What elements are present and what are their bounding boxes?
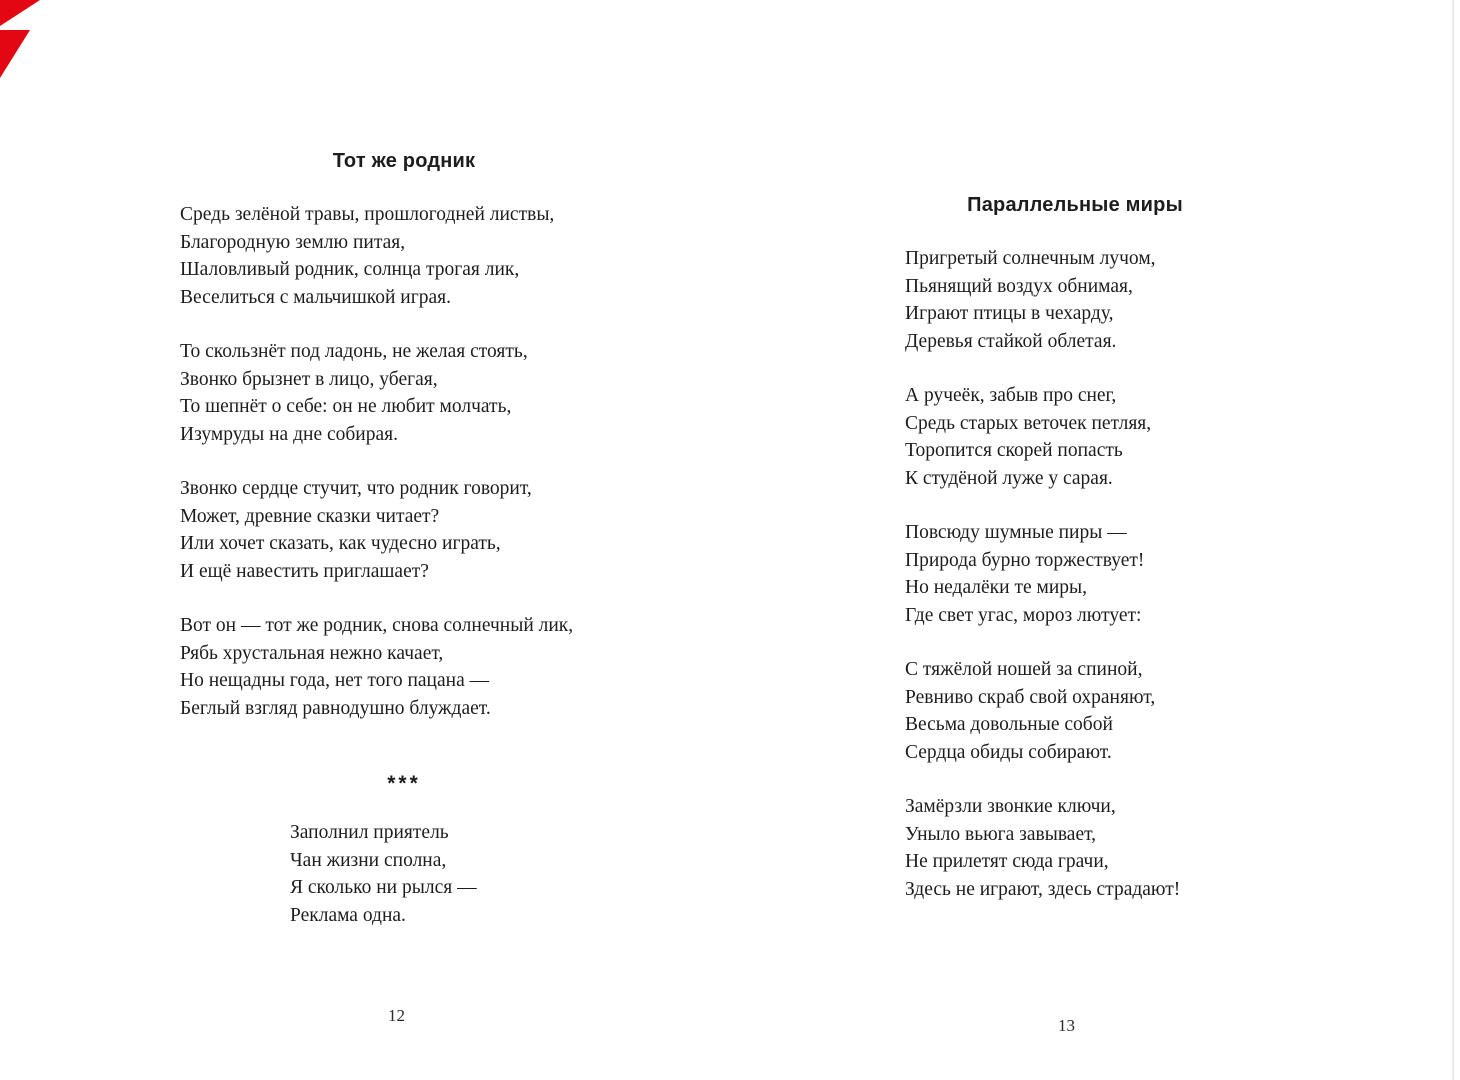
- poem-line: И ещё навестить приглашает?: [180, 560, 429, 582]
- stanza: [180, 612, 628, 722]
- poem-stanzas: [180, 201, 628, 722]
- poem-line: Уныло вьюга завывает,: [905, 823, 1097, 845]
- poem-line: Изумруды на дне собирая.: [180, 423, 398, 445]
- red-corner-marks: [0, 0, 60, 90]
- right-page: [905, 192, 1245, 930]
- poem-title-asterisks: ***: [387, 772, 421, 795]
- poem-line: Рябь хрустальная нежно качает,: [180, 642, 444, 664]
- poem-line: Реклама одна.: [290, 904, 406, 926]
- poem-line: А ручеёк, забыв про снег,: [905, 385, 1117, 406]
- page-number-right: 13: [1058, 1016, 1075, 1035]
- poem-line: Беглый взгляд равнодушно блуждает.: [180, 697, 491, 719]
- poem-line: Звонко сердце стучит, что родник говорит,: [180, 478, 532, 499]
- stanza: [180, 338, 628, 448]
- poem-line: Торопится скорей попасть: [905, 440, 1123, 461]
- poem-line: Пьянящий воздух обнимая,: [905, 275, 1133, 297]
- poem-line: Но недалёки те миры,: [905, 577, 1088, 598]
- stanza: [905, 519, 1245, 629]
- poem-stanzas: [905, 245, 1245, 903]
- poem-line: К студёной луже у сарая.: [905, 467, 1113, 489]
- corner-triangle-icon: [0, 30, 30, 78]
- poem-second: [905, 192, 1245, 903]
- stanza: [180, 475, 628, 585]
- page-number-left: 12: [388, 1006, 405, 1025]
- poem-line: Может, древние сказки читает?: [180, 505, 440, 527]
- poem-line: Здесь не играют, здесь страдают!: [905, 878, 1181, 900]
- corner-triangle-icon: [0, 0, 40, 26]
- poem-line: Я сколько ни рылся —: [290, 877, 477, 898]
- poem-stanzas: [180, 819, 628, 929]
- poem-line: Заполнил приятель: [290, 822, 449, 843]
- poem-line: Играют птицы в чехарду,: [905, 303, 1114, 324]
- stanza: [905, 245, 1245, 355]
- poem-line: Где свет угас, мороз лютует:: [905, 604, 1142, 626]
- poem-line: Чан жизни сполна,: [290, 849, 447, 871]
- poem-line: Не прилетят сюда грачи,: [905, 851, 1109, 872]
- poem-line: Шаловливый родник, солнца трогая лик,: [180, 259, 520, 280]
- poem-line: Повсюду шумные пиры —: [905, 522, 1127, 543]
- poem-line: Средь старых веточек петляя,: [905, 412, 1152, 434]
- stanza: [905, 793, 1245, 903]
- poem-line: Но нещадны года, нет того пацана —: [180, 670, 490, 691]
- left-page: [180, 148, 628, 956]
- poem-line: Пригретый солнечным лучом,: [905, 248, 1156, 269]
- stanza: [905, 382, 1245, 492]
- stanza: [180, 201, 628, 311]
- stanza: [905, 656, 1245, 766]
- poem-first: [180, 148, 628, 722]
- page-edge-line: [1452, 0, 1454, 1080]
- poem-line: Деревья стайкой облетая.: [905, 330, 1117, 352]
- poem-line: Средь зелёной травы, прошлогодней листвы,: [180, 204, 555, 225]
- poem-untitled: [180, 770, 628, 929]
- poem-line: Ревниво скраб свой охраняют,: [905, 686, 1156, 708]
- poem-line: Вот он — тот же родник, снова солнечный лик,: [180, 615, 574, 636]
- poem-line: Благородную землю питая,: [180, 231, 406, 253]
- poem-line: Или хочет сказать, как чудесно играть,: [180, 533, 501, 554]
- poem-line: С тяжёлой ношей за спиной,: [905, 659, 1143, 680]
- poem-line: Звонко брызнет в лицо, убегая,: [180, 368, 438, 390]
- poem-line: Сердца обиды собирают.: [905, 741, 1112, 763]
- poem-title: Тот же родник: [332, 150, 476, 172]
- poem-line: Веселиться с мальчишкой играя.: [180, 286, 451, 308]
- poem-line: Весьма довольные собой: [905, 714, 1113, 735]
- poem-line: Природа бурно торжествует!: [905, 549, 1145, 571]
- poem-title: Параллельные миры: [967, 194, 1183, 216]
- stanza: [290, 819, 628, 929]
- poem-line: Замёрзли звонкие ключи,: [905, 796, 1116, 817]
- poem-line: То скользнёт под ладонь, не желая стоять,: [180, 341, 528, 362]
- poem-line: То шепнёт о себе: он не любит молчать,: [180, 396, 512, 417]
